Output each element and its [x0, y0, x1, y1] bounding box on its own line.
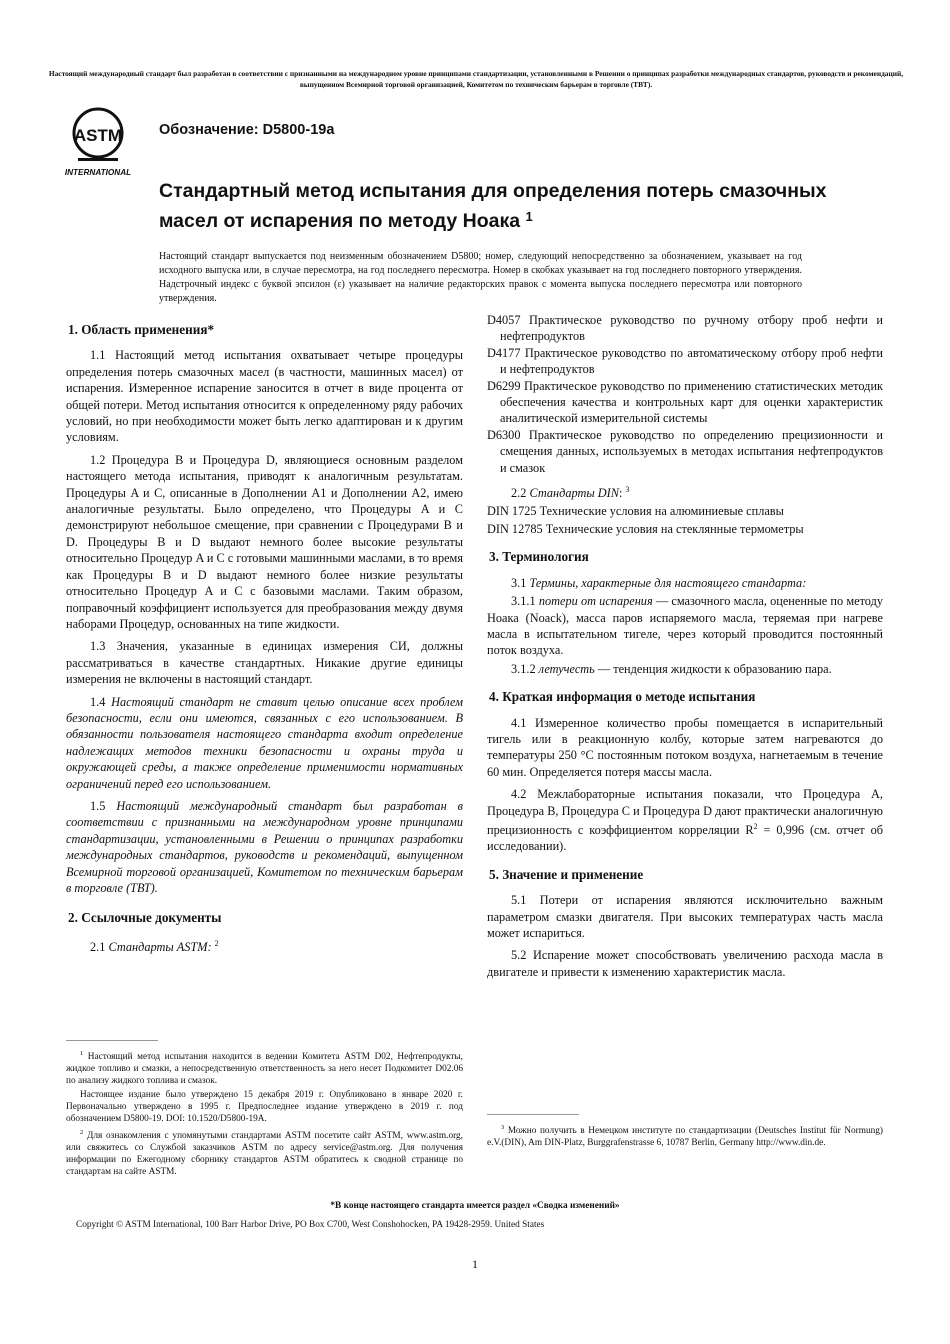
paragraph-1-3: 1.3 Значения, указанные в единицах измерения СИ, должны рассматриваться в качестве стандартных. Никакие другие единицы измерения не включены в настоящий стандарт.	[66, 639, 463, 687]
section-2-heading: 2. Ссылочные документы	[68, 910, 222, 926]
paragraph-4-1: 4.1 Измеренное количество пробы помещается в испарительный тигель или в реакционную колбу, которые затем нагреваются до температуры 250 °C постоянным потоком воздуха, нагнетаемым в течение 60 мин. Определяется потеря массы масла.	[487, 715, 883, 779]
logo-text: ASTM	[73, 126, 123, 145]
reference-d4057: D4057 Практическое руководство по ручному отбору проб нефти и нефтепродуктов	[487, 313, 884, 344]
paragraph-3-1: 3.1 Термины, характерные для настоящего стандарта:	[511, 575, 807, 590]
paragraph-1-2: 1.2 Процедура B и Процедура D, являющиеся основным разделом настоящего метода испытания, приводят к аналогичным результатам. Процедуры A и C, описанные в Дополнении A1 и Дополнении A2, имею аналогичные результаты. Было определено, что Процедуры A и C демонстрируют небольшое смещение, при сравнении с Процедурами B и D. Процедуры B и D выдают немного более высокие результаты относительно Процедур A и C с готовыми машинными маслами, в то время как Процедуры B и D выдают немного более низкие результаты относительно Процедур A и C с базовыми маслами. Таким образом, поправочный коэффициент используется для преобразования между двумя наборами Процедур, основанных на типе жидкости.	[66, 452, 463, 631]
paragraph-2-1: 2.1 Стандарты ASTM: $^2$	[90, 938, 219, 954]
din-12785: DIN 12785 Технические условия на стеклянные термометры	[487, 521, 804, 536]
paragraph-5-1: 5.1 Потери от испарения являются исключительно важным параметром смазки двигателя. При высоких температурах часть масла может испариться.	[487, 893, 883, 940]
right-column	[487, 312, 883, 986]
paragraph-1-4: 1.4 Настоящий стандарт не ставит целью описание всех проблем безопасности, если они имеются, связанных с его использованием. В обязанности пользователя настоящего стандарта входит определение надлежащих методов техники безопасности и охраны труда и окружающей среды, а также определение применимости нормативных ограничений перед его использованием.	[66, 694, 463, 791]
document-title: Стандартный метод испытания для определения потерь смазочных масел от испарения по методу Ноака $^1$	[159, 180, 827, 232]
paragraph-2-2: 2.2 Стандарты DIN: $^3$	[511, 485, 630, 501]
standards-notice: Настоящий международный стандарт был разработан в соответствии с признанными на международном уровне принципами стандартизации, установленными в Решении о принципах разработки международных стандартов, руководств и рекомендаций, выпущенном Всемирной торговой организацией, Комитетом по техническим барьерам в торговле (ТВТ).	[48, 69, 904, 89]
footnote-divider	[66, 1040, 158, 1041]
section-1-heading: 1. Область применения*	[68, 322, 215, 337]
footnote-1-edition: Настоящее издание было утверждено 15 декабря 2019 г. Опубликовано в январе 2020 г. Первоначально утверждено в 1995 г. Предпоследнее издание утверждено в 2019 г. под обозначением D5800-19. DOI: 10.1520/D5800-19A.	[66, 1090, 463, 1124]
reference-d4177: D4177 Практическое руководство по автоматическому отбору проб нефти и нефтепродуктов	[487, 345, 883, 377]
paragraph-1-1: 1.1 Настоящий метод испытания охватывает четыре процедуры определения потерь смазочных масел (в частности, машинных масел) от испарения. Измеренное испарение заносится в отчет в виде процента от общей потери. Метод испытания относится к определенному ряду рабочих условий, но при необходимости может быть легко адаптирован и к другим условиям.	[66, 348, 463, 445]
paragraph-3-1-1: 3.1.1 потери от испарения — смазочного масла, оцененные по методу Ноака (Noack), масса паров испаряемого масла, теряемая при нагреве масла в испытательном тигеле, через который проводится постоянный поток воздуха.	[487, 594, 884, 658]
footnote-divider	[487, 1114, 579, 1115]
title-footnote-mark: 1	[525, 209, 533, 224]
copyright: Copyright © ASTM International, 100 Barr Harbor Drive, PO Box C700, West Conshohocken, PA 19428-2959. United States	[76, 1220, 545, 1230]
page-number: 1	[472, 1257, 478, 1271]
issue-note: Настоящий стандарт выпускается под неизменным обозначением D5800; номер, следующий непосредственно за обозначением, указывает на год исходного выпуска или, в случае пересмотра, на год последнего пересмотра. Номер в скобках указывает на год последнего повторного утверждения. Надстрочный индекс с буквой эпсилон (ε) указывает на наличие редакторских правок с момента выпуска последнего пересмотра или повторного утверждения.	[159, 251, 802, 304]
footnote-2: $^2$ Для ознакомления с упомянутыми стандартами ASTM посетите сайт ASTM, www.astm.org, или свяжитесь со Службой заказчиков ASTM по адресу service@astm.org. Для получения информации по Ежегодному сборнику стандартов ASTM обратитесь к сводной странице по стандартам на сайте ASTM.	[66, 1129, 463, 1177]
right-footnotes	[487, 1114, 883, 1151]
paragraph-1-5: 1.5 Настоящий международный стандарт был разработан в соответствии с признанными на международном уровне принципами стандартизации, установленными в Решении о принципах разработки международных стандартов, руководств и рекомендаций, выпущенном Всемирной торговой организацией, Комитетом по техническим барьерам в торговле (ТВТ).	[66, 798, 463, 895]
reference-d6299: D6299 Практическое руководство по применению статистических методик обеспечения качества и контрольных карт для оценки характеристик аналитической измерительной системы	[487, 378, 883, 426]
paragraph-5-2: 5.2 Испарение может способствовать увеличению расхода масла в двигателе и привести к изменению характеристик масла.	[487, 948, 883, 979]
footnote-3: $^3$ Можно получить в Немецком институте по стандартизации (Deutsches Institut für Normung) e.V.(DIN), Am DIN-Platz, Burggrafenstrasse 6, 10787 Berlin, Germany http://www.din.de.	[487, 1124, 883, 1148]
logo-subtext: INTERNATIONAL	[64, 168, 132, 177]
section-4-heading: 4. Краткая информация о методе испытания	[489, 689, 756, 705]
summary-of-changes-note: *В конце настоящего стандарта имеется раздел «Сводка изменений»	[330, 1201, 620, 1211]
paragraph-3-1-2: 3.1.2 летучесть — тенденция жидкости к образованию пара.	[511, 661, 832, 676]
section-3-heading: 3. Терминология	[489, 549, 589, 565]
designation: Обозначение: D5800-19a	[159, 122, 335, 138]
section-5-heading: 5. Значение и применение	[489, 866, 644, 882]
astm-logo	[64, 103, 156, 179]
reference-d6300: D6300 Практическое руководство по определению прецизионности и смещения данных, используемых в методах испытания нефтепродуктов и смазок	[487, 427, 883, 475]
din-1725: DIN 1725 Технические условия на алюминиевые сплавы	[487, 504, 784, 519]
left-footnotes	[66, 1040, 463, 1180]
left-column	[66, 322, 463, 961]
paragraph-4-2: 4.2 Межлабораторные испытания показали, что Процедура A, Процедура B, Процедура C и Процедура D дают практически аналогичную прецизионность с коэффициентом корреляции $R^2 = 0,996$ (см. отчет об исследовании).	[487, 787, 883, 854]
footnote-1: $^1$ Настоящий метод испытания находится в ведении Комитета ASTM D02, Нефтепродукты, жидкое топливо и смазки, а непосредственную ответственность за него несет Подкомитет D02.06 по анализу жидкого топлива и смазок.	[66, 1050, 463, 1086]
